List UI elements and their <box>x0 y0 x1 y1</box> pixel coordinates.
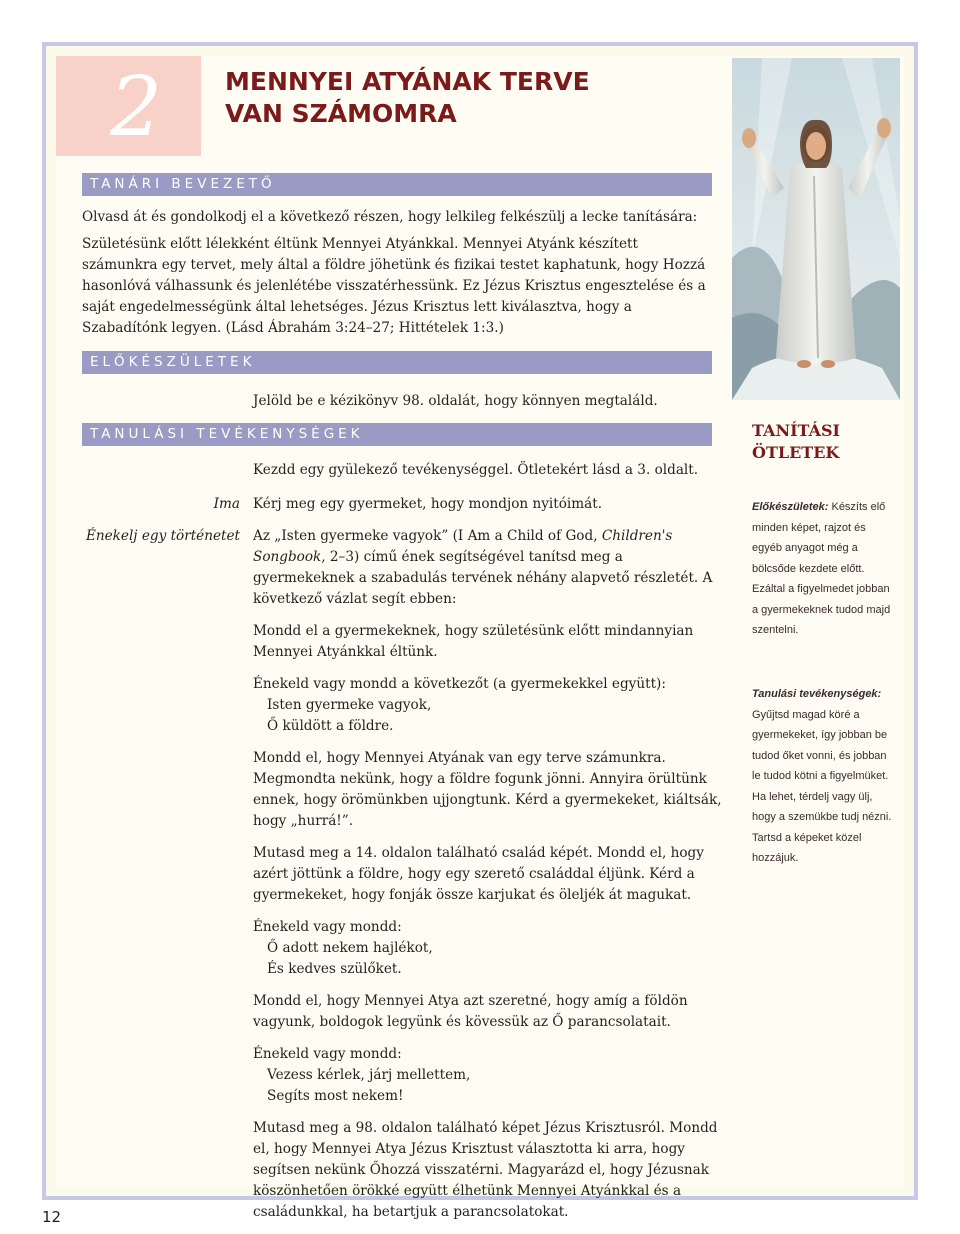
song-intro <box>253 526 723 610</box>
paragraph-2: Mondd el, hogy Mennyei Atyának van egy terve számunkra. Megmondta nekünk, hogy a földre fogunk jönni. Annyira örültünk ennek, hogy örömünkben ujjongtunk. Kérd a gyermekeket, kiáltsák, hogy „hurrá!”. <box>253 750 722 829</box>
activities-heading: TANULÁSI TEVÉKENYSÉGEK <box>82 423 712 446</box>
chapter-title-line2: VAN SZÁMOMRA <box>225 99 457 128</box>
tip2-label: Tanulási tevékenységek: <box>752 688 882 700</box>
chapter-title-line1: MENNYEI ATYÁNAK TERVE <box>225 67 590 96</box>
teacher-intro-body <box>82 234 717 339</box>
page-number: 12 <box>42 1208 62 1226</box>
activities-body <box>253 526 723 1234</box>
teaching-tips-title <box>752 420 840 464</box>
sing2-intro: Énekeld vagy mondd: <box>253 919 402 935</box>
jesus-christ-illustration <box>732 58 900 400</box>
teacher-intro-lead: Olvasd át és gondolkodj el a következő részen, hogy lelkileg felkészülj a lecke tanítására: <box>82 209 698 225</box>
sing2-line2: És kedves szülőket. <box>267 961 402 977</box>
paragraph-5: Mutasd meg a 98. oldalon található képet Jézus Krisztusról. Mondd el, hogy Mennyei Atya Jézus Krisztust választotta ki arra, hogy segítsen nekünk Őhozzá visszatérni. Magyarázd el, hogy Jézusnak köszönhetően örökké együtt élhetünk Mennyei Atyánkkal és a családunkkal, ha betartjuk a parancsolatokat. <box>253 1120 718 1220</box>
teacher-intro-heading: TANÁRI BEVEZETŐ <box>82 173 712 196</box>
scripture-reference[interactable]: Ábrahám 3:24–27; Hittételek 1:3 <box>268 320 495 336</box>
preparation-text: Jelöld be e kézikönyv 98. oldalát, hogy könnyen megtaláld. <box>253 393 658 409</box>
sing1-line2: Ő küldött a földre. <box>267 718 394 734</box>
paragraph-4: Mondd el, hogy Mennyei Atya azt szeretné, hogy amíg a földön vagyunk, boldogok legyünk és kövessük az Ő parancsolatait. <box>253 993 688 1030</box>
sing1-line1: Isten gyermeke vagyok, <box>267 697 432 713</box>
teaching-tip-activities <box>752 684 892 869</box>
preparation-heading: ELŐKÉSZÜLETEK <box>82 351 712 374</box>
song-intro-text: Az „Isten gyermeke vagyok” (I Am a Child of God, <box>253 528 602 544</box>
sing1-intro: Énekeld vagy mondd a következőt (a gyermekekkel együtt): <box>253 676 666 692</box>
story-label: Énekelj egy történetet <box>85 528 240 544</box>
chapter-title <box>225 66 590 130</box>
songbook-title: Children's Songbook <box>253 528 673 565</box>
chapter-number: 2 <box>110 60 163 155</box>
sing3-line2: Segíts most nekem! <box>267 1088 404 1104</box>
tip1-label: Előkészületek: <box>752 501 829 513</box>
song-intro-rest: , 2–3) című ének segítségével tanítsd meg a gyermekeknek a szabadulás tervének néhány alapvető részletét. A következő vázlat segít ebben: <box>253 549 713 607</box>
gathering-activity: Kezdd egy gyülekező tevékenységgel. Ötletekért lásd a 3. oldalt. <box>253 462 699 478</box>
teaching-tip-preparation <box>752 497 892 641</box>
prayer-label: Ima <box>213 496 240 512</box>
illustration-svg <box>732 58 900 400</box>
sing-block-3 <box>253 1044 723 1107</box>
sing-block-1 <box>253 674 723 737</box>
prayer-text: Kérj meg egy gyermeket, hogy mondjon nyitóimát. <box>253 496 603 512</box>
tip2-text: Gyűjtsd magad köré a gyermekeket, így jobban be tudod őket vonni, és jobban le tudod kötni a figyelmüket. Ha lehet, térdelj vagy ülj, hogy a szemükbe tudj nézni. Tartsd a képeket közel hozzájuk. <box>752 708 892 864</box>
sing3-intro: Énekeld vagy mondd: <box>253 1046 402 1062</box>
teacher-intro-body-end: .) <box>494 320 504 336</box>
teacher-intro-body-text: Születésünk előtt lélekként éltünk Mennyei Atyánkkal. Mennyei Atyánk készített számunkra egy tervet, mely által a földre jöhetünk és fizikai testet kaphatunk, hogy Hozzá hasonlóvá válhassunk és jelenlétébe visszatérhessünk. Ez Jézus Krisztus engesztelése és a saját engedelmességünk által lehetséges. Jézus Krisztus lett kiválasztva, hogy a Szabadítónk legyen. (Lásd <box>82 236 706 336</box>
teaching-tips-title-line2: ÖTLETEK <box>752 443 840 462</box>
paragraph-3: Mutasd meg a 14. oldalon található család képét. Mondd el, hogy azért jöttünk a földre, hogy egy szerető családdal éljünk. Kérd a gyermekeket, hogy fonják össze karjukat és öleljék át magukat. <box>253 845 704 903</box>
teaching-tips-title-line1: TANÍTÁSI <box>752 421 841 440</box>
sing-block-2 <box>253 917 723 980</box>
sing2-line1: Ő adott nekem hajlékot, <box>267 940 433 956</box>
tip1-text: Készíts elő minden képet, rajzot és egyéb anyagot még a bölcsőde kezdete előtt. Ezáltal a figyelmedet jobban a gyermekeknek tudod majd szentelni. <box>752 501 891 636</box>
paragraph-1: Mondd el a gyermekeknek, hogy születésünk előtt mindannyian Mennyei Atyánkkal éltünk. <box>253 623 694 660</box>
sing3-line1: Vezess kérlek, járj mellettem, <box>267 1067 471 1083</box>
